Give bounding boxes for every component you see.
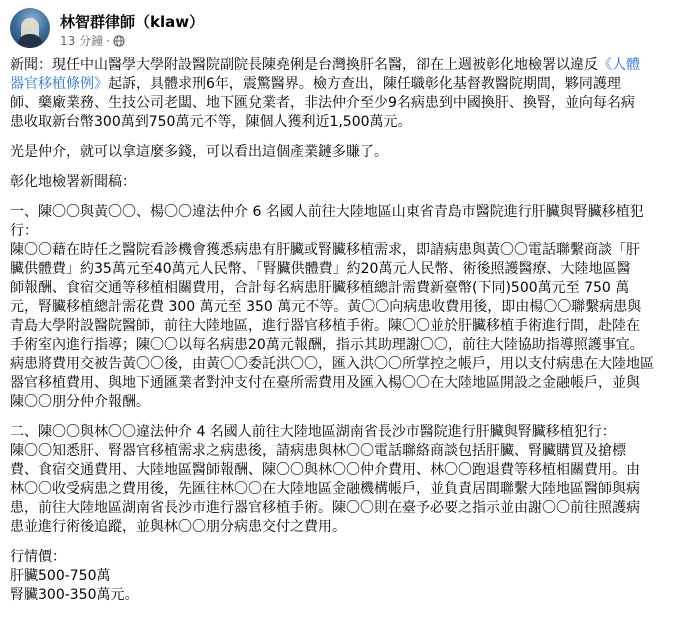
text-segment: 行： (10, 223, 38, 239)
text-line (10, 461, 688, 480)
author-name[interactable]: 林智群律師（klaw） (60, 13, 205, 31)
text-line (10, 260, 688, 279)
text-segment: 起訴，具體求刑6年，震驚醫界。檢方查出，陳任職彰化基督教醫院期間，夥同護理 (108, 76, 621, 92)
text-line (10, 298, 688, 317)
text-segment: 腎臟300-350萬元。 (10, 587, 139, 603)
meta-separator: · (106, 33, 110, 48)
text-line (10, 222, 688, 241)
text-line (10, 94, 688, 113)
text-segment: 患，前往大陸地區湖南省長沙市進行器官移植手術。陳〇〇則在臺予必要之指示並由謝〇〇前往照護病 (10, 500, 640, 516)
text-segment: 新聞：現任中山醫學大學附設醫院副院長陳堯俐是台灣換肝名醫，卻在上週被彰化地檢署以違反 (10, 57, 598, 73)
text-segment: 元，腎臟移植總計需花費 300 萬元至 350 萬元不等。黃〇〇向病患收費用後，即由楊〇〇聯繫病患與 (10, 299, 642, 315)
avatar-photo-suit (17, 34, 43, 48)
text-segment: 陳〇〇朋分仲介報酬。 (10, 394, 150, 410)
text-segment: 青島大學附設醫院醫師，前往大陸地區，進行器官移植手術。陳〇〇並於肝臟移植手術進行間，赴陸在 (10, 318, 640, 334)
text-segment: 師、藥廠業務、生技公司老闆、地下匯兌業者，非法仲介至少9名病患到中國換肝、換腎，並向每名病 (10, 95, 635, 111)
text-segment: 光是仲介，就可以拿這麼多錢，可以看出這個產業鏈多賺了。 (10, 144, 388, 160)
text-segment: 手術室內進行指導；陳〇〇以每名病患20萬元報酬，指示其助理謝〇〇，前往大陸協助指導照護事宜。 (10, 337, 644, 353)
text-line (10, 442, 688, 461)
post-paragraph (10, 548, 688, 605)
author-avatar[interactable] (10, 8, 50, 48)
post-paragraph (10, 56, 688, 132)
post-paragraph (10, 143, 688, 162)
text-line (10, 499, 688, 518)
text-segment: 器官移植費用、與地下通匯業者對沖支付在臺所需費用及匯入楊〇〇在大陸地區開設之金融帳戶，並與 (10, 375, 640, 391)
text-line (10, 241, 688, 260)
text-line (10, 336, 688, 355)
text-line (10, 173, 688, 192)
post-meta (60, 32, 125, 49)
post-paragraph (10, 423, 688, 537)
text-line (10, 317, 688, 336)
post-paragraph (10, 173, 688, 192)
text-line (10, 518, 688, 537)
text-segment: 一、陳〇〇與黃〇〇、楊〇〇違法仲介 6 名國人前往大陸地區山東省青島市醫院進行肝臟與腎臟移植犯 (10, 204, 644, 220)
text-line (10, 374, 688, 393)
text-line (10, 56, 688, 75)
globe-icon[interactable] (113, 35, 125, 47)
text-segment: 肝臟500-750萬 (10, 568, 111, 584)
text-segment: 病患將費用交被告黃〇〇後，由黃〇〇委託洪〇〇，匯入洪〇〇所掌控之帳戶，用以支付病患在大陸地區 (10, 356, 654, 372)
post-body (10, 56, 688, 616)
text-line (10, 75, 688, 94)
text-line (10, 113, 688, 132)
text-segment: 陳〇〇知悉肝、腎器官移植需求之病患後，請病患與林〇〇電話聯絡商談包括肝臟、腎臟購買及搶標 (10, 443, 626, 459)
text-segment: 費、食宿交通費用、大陸地區醫師報酬、陳〇〇與林〇〇仲介費用、林〇〇跑退費等移植相關費用。由 (10, 462, 640, 478)
text-line (10, 279, 688, 298)
text-segment: 彰化地檢署新聞稿： (10, 174, 136, 190)
law-link[interactable]: 《人體 (598, 57, 640, 73)
law-link[interactable]: 器官移植條例》 (10, 76, 108, 92)
text-line (10, 143, 688, 162)
text-segment: 林〇〇收受病患之費用後，先匯往林〇〇在大陸地區金融機構帳戶，並負責居間聯繫大陸地區醫師與病 (10, 481, 640, 497)
text-line (10, 355, 688, 374)
text-line (10, 567, 688, 586)
text-segment: 患並進行術後追蹤，並與林〇〇朋分病患交付之費用。 (10, 519, 346, 535)
text-line (10, 423, 688, 442)
post-paragraph (10, 203, 688, 412)
text-segment: 患收取新台幣300萬到750萬元不等，陳個人獲利近1,500萬元。 (10, 114, 412, 130)
text-segment: 臟供體費」約35萬元至40萬元人民幣、「腎臟供體費」約20萬元人民幣、術後照護醫療、大陸地區醫 (10, 261, 631, 277)
text-segment: 師報酬、食宿交通等移植相關費用，合計每名病患肝臟移植總計需費新臺幣(下同)500萬元至 750 萬 (10, 280, 630, 296)
text-line (10, 586, 688, 605)
text-segment: 陳〇〇藉在時任之醫院看診機會獲悉病患有肝臟或腎臟移植需求，即請病患與黃〇〇電話聯繫商談「肝 (10, 242, 640, 258)
text-segment: 二、陳〇〇與林〇〇違法仲介 4 名國人前往大陸地區湖南省長沙市醫院進行肝臟與腎臟移植犯行： (10, 424, 616, 440)
text-line (10, 480, 688, 499)
text-line (10, 548, 688, 567)
post-timestamp[interactable]: 13 分鐘 (60, 34, 104, 48)
text-line (10, 203, 688, 222)
text-segment: 行情價： (10, 549, 66, 565)
text-line (10, 393, 688, 412)
